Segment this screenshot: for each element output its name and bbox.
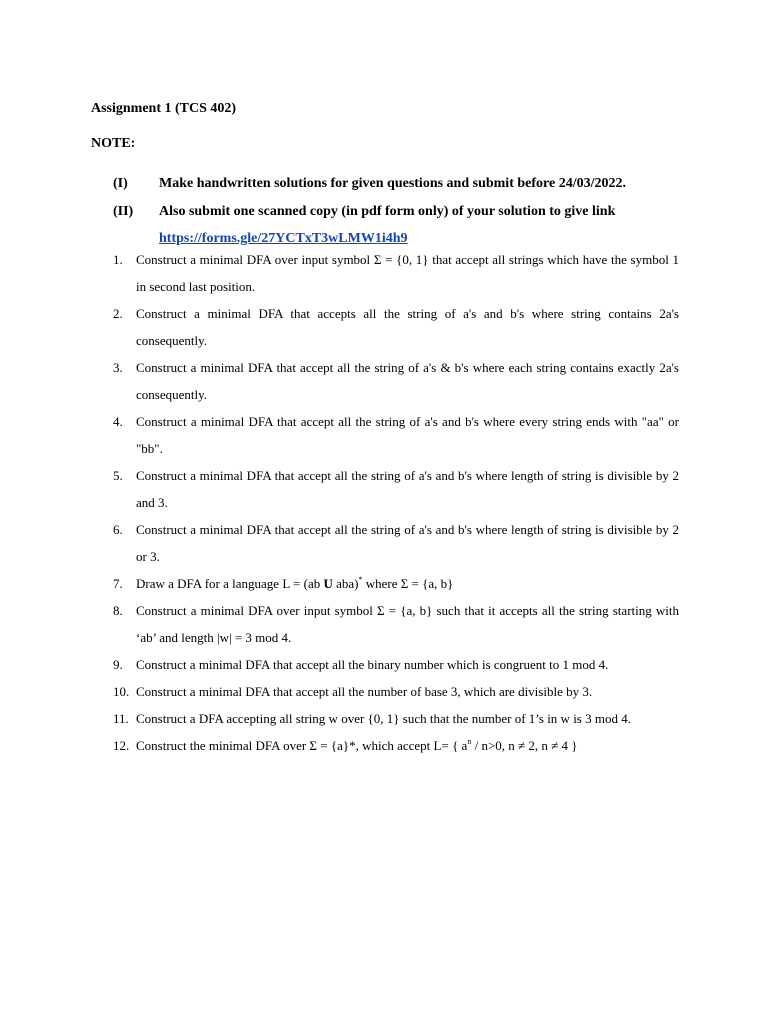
question-item (113, 570, 679, 597)
notes-list (113, 170, 679, 253)
submission-link[interactable]: https://forms.gle/27YCTxT3wLMW1i4h9 (159, 231, 408, 246)
question-number: 1. (113, 252, 123, 267)
question-number: 3. (113, 360, 123, 375)
question-item (113, 354, 679, 408)
question-item (113, 408, 679, 462)
note-item (113, 170, 679, 197)
question-item (113, 732, 679, 759)
question-number: 8. (113, 603, 123, 618)
question-item (113, 651, 679, 678)
question-text: Construct a DFA accepting all string w over {0, 1} such that the number of 1’s in w is 3 mod 4. (136, 711, 631, 726)
note-label: (II) (113, 204, 134, 219)
question-number: 12. (113, 738, 130, 753)
question-text (136, 732, 679, 759)
superscript-n: n (467, 737, 472, 746)
question-text: Construct a minimal DFA over input symbol Σ = {0, 1} that accept all strings which have the symbol 1 in second last position. (136, 252, 679, 294)
question-number: 10. (113, 684, 130, 699)
question-number: 2. (113, 306, 123, 321)
question-item (113, 300, 679, 354)
question-item (113, 246, 679, 300)
question-text: Construct a minimal DFA that accept all the string of a's and b's where every string ends with "aa" or "bb". (136, 414, 679, 456)
note-heading: NOTE: (91, 136, 136, 151)
union-symbol: U (323, 576, 333, 591)
assignment-title: Assignment 1 (TCS 402) (91, 101, 237, 116)
note-label: (I) (113, 176, 128, 191)
note-text-block (159, 198, 679, 252)
question-number: 6. (113, 522, 123, 537)
question-number: 11. (113, 711, 129, 726)
question-text: Construct a minimal DFA that accept all the string of a's and b's where length of string is divisible by 2 or 3. (136, 522, 679, 564)
question-text-part: Draw a DFA for a language L = (ab (136, 576, 324, 591)
question-text: Construct a minimal DFA that accepts all the string of a's and b's where string contains 2a's consequently. (136, 306, 679, 348)
question-item (113, 678, 679, 705)
question-number: 5. (113, 468, 123, 483)
question-text: Construct a minimal DFA that accept all the string of a's & b's where each string contains exactly 2a's consequently. (136, 360, 679, 402)
question-text: Construct a minimal DFA over input symbol Σ = {a, b} such that it accepts all the string starting with ‘ab’ and length |w| = 3 mod 4. (136, 603, 679, 645)
question-text: Construct a minimal DFA that accept all the string of a's and b's where length of string is divisible by 2 and 3. (136, 468, 679, 510)
kleene-star: * (358, 575, 363, 584)
question-item (113, 516, 679, 570)
question-text: Construct a minimal DFA that accept all the binary number which is congruent to 1 mod 4. (136, 657, 609, 672)
question-number: 9. (113, 657, 123, 672)
question-text: Construct a minimal DFA that accept all the number of base 3, which are divisible by 3. (136, 684, 593, 699)
questions-list (113, 246, 679, 759)
note-text: Make handwritten solutions for given questions and submit before 24/03/2022. (159, 176, 626, 191)
question-text-part: / n>0, n ≠ 2, n ≠ 4 } (471, 738, 578, 753)
question-text-part: aba) (332, 576, 359, 591)
question-number: 7. (113, 576, 123, 591)
note-item (113, 198, 679, 252)
question-number: 4. (113, 414, 123, 429)
question-item (113, 705, 679, 732)
question-item (113, 462, 679, 516)
question-text-part: where Σ = {a, b} (362, 576, 454, 591)
question-text-part: Construct the minimal DFA over Σ = {a}*, which accept L= { a (136, 738, 468, 753)
question-item (113, 597, 679, 651)
note-text: Also submit one scanned copy (in pdf form only) of your solution to give link (159, 204, 616, 219)
question-text (136, 570, 679, 597)
